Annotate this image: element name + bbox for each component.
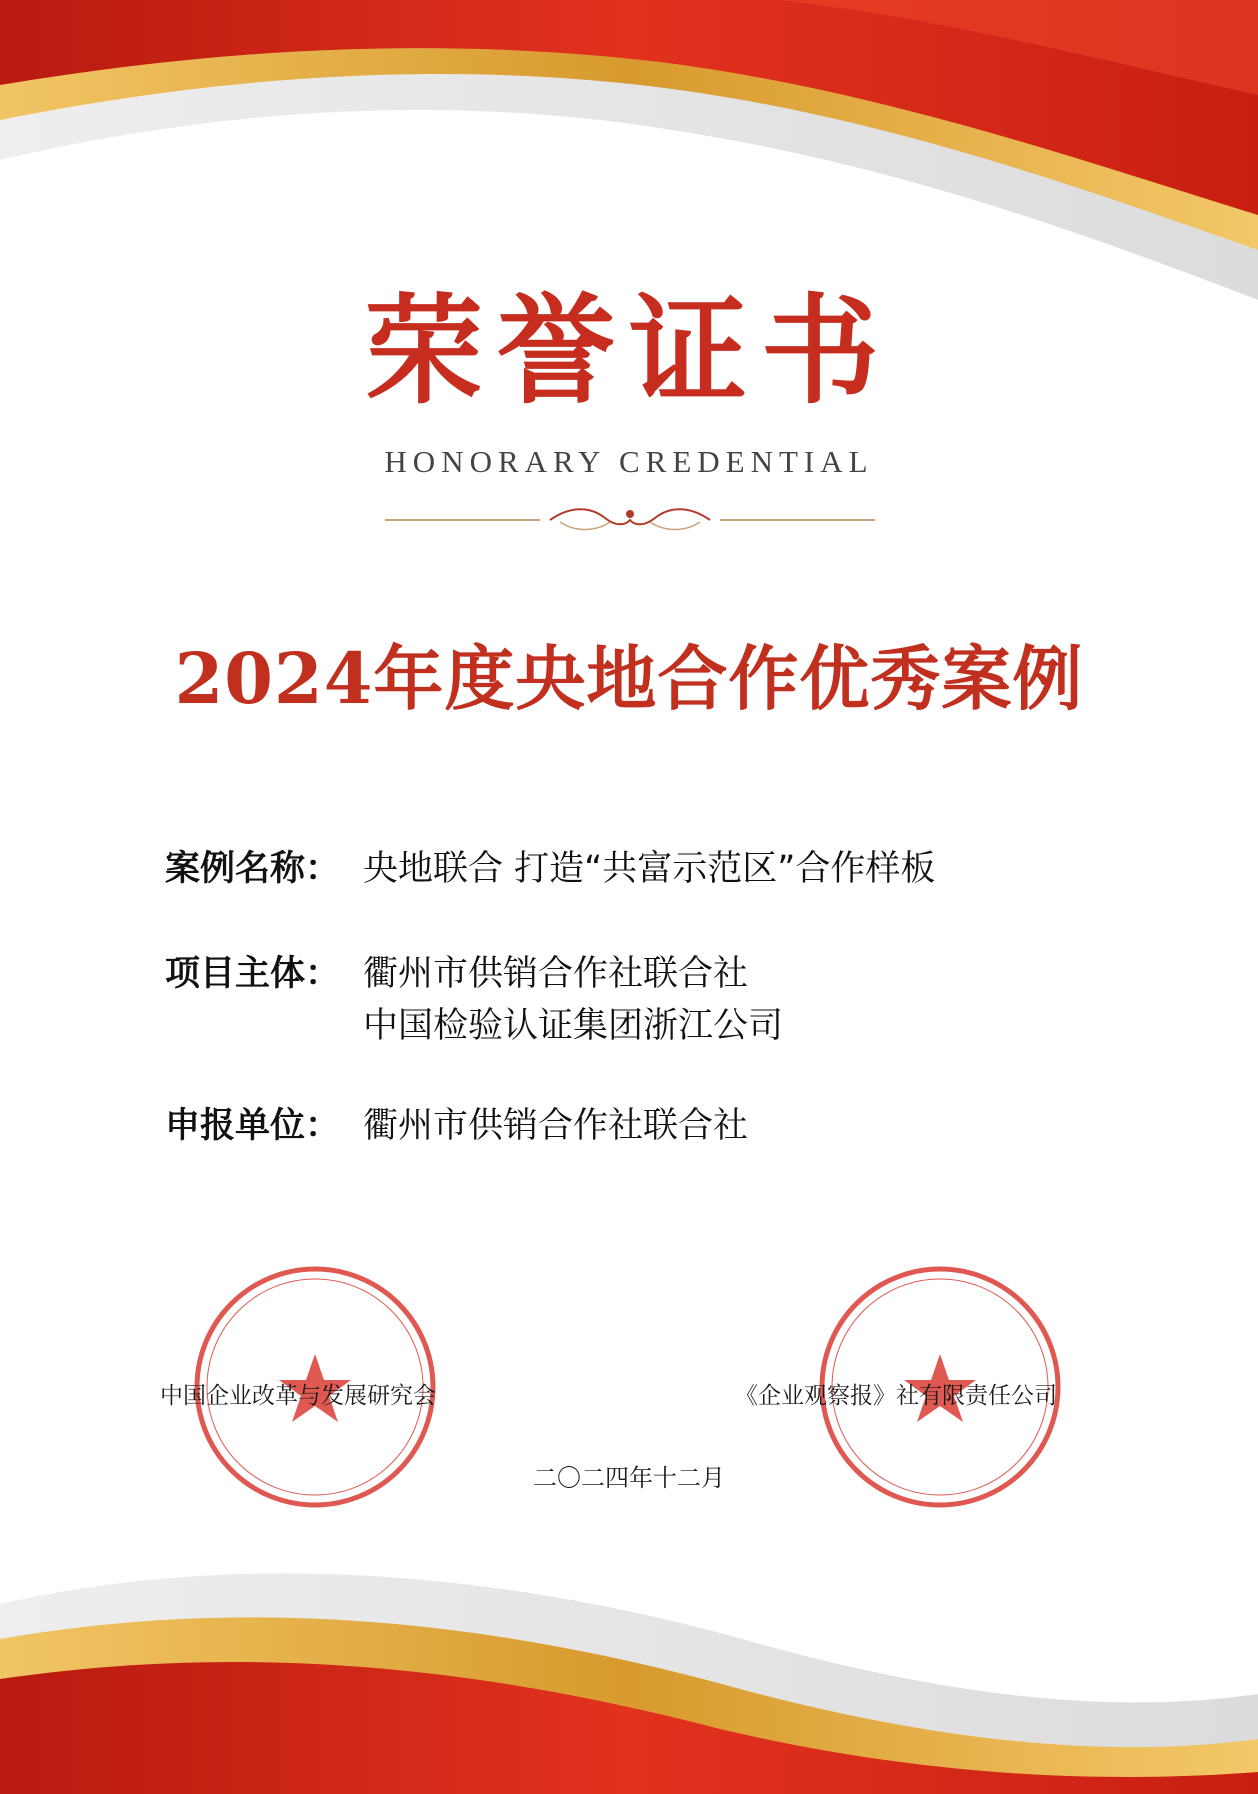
ornament-divider	[380, 500, 880, 540]
project-subject-label: 项目主体：	[165, 954, 341, 994]
case-name-field	[165, 843, 935, 895]
applicant-field	[165, 1100, 748, 1152]
project-subject-line: 衢州市供销合作社联合社	[363, 954, 749, 994]
applicant-label: 申报单位：	[165, 1106, 341, 1146]
applicant-value: 衢州市供销合作社联合社	[363, 1106, 749, 1146]
award-title: 2024年度央地合作优秀案例	[174, 637, 1084, 720]
issuer-left: 中国企业改革与发展研究会	[160, 1383, 436, 1409]
case-name-value: 央地联合 打造“共富示范区”合作样板	[363, 849, 936, 889]
issuer-right: 《企业观察报》社有限责任公司	[735, 1383, 1057, 1409]
project-subject-field	[165, 948, 783, 1052]
project-subject-values	[363, 948, 783, 1052]
project-subject-line: 中国检验认证集团浙江公司	[363, 1006, 784, 1046]
certificate-subtitle-english: HONORARY CREDENTIAL	[384, 444, 874, 479]
case-name-label: 案例名称：	[165, 849, 341, 889]
bottom-ribbon-decoration	[0, 1514, 1258, 1794]
issue-date: 二〇二四年十二月	[533, 1464, 725, 1492]
certificate-title: 荣誉证书	[364, 281, 893, 420]
